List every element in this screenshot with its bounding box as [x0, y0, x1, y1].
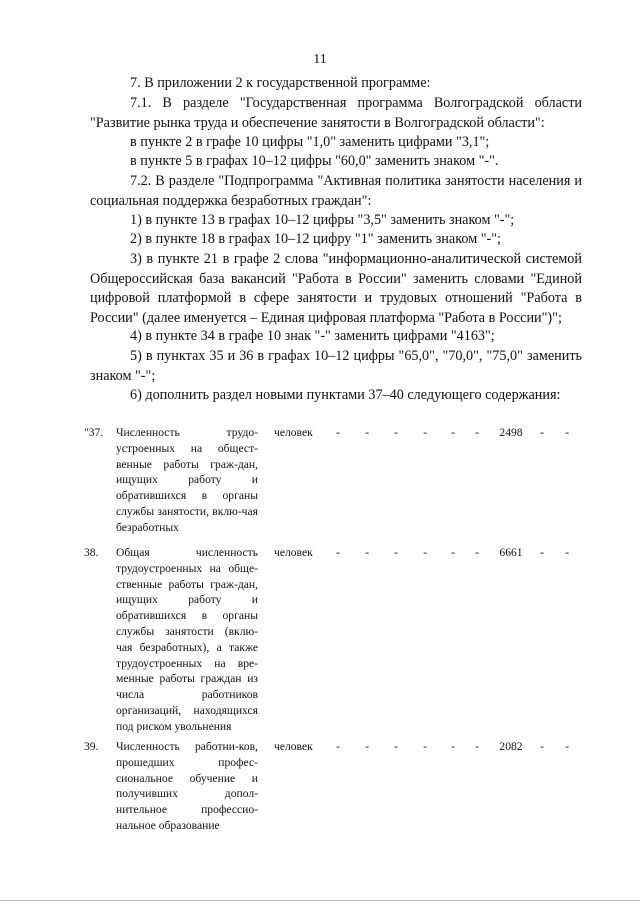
scan-edge-line	[0, 900, 640, 901]
table-cell: -	[451, 546, 455, 559]
table-cell: -	[365, 426, 369, 439]
table-cell: -	[423, 546, 427, 559]
paragraph-7-2-5: 5) в пунктах 35 и 36 в графах 10–12 цифры "65,0", "70,0", "75,0" заменить знаком "-";	[90, 348, 582, 384]
indicator-name: Численность работни-ков, прошедших профес-сиональное обучение и получивших допол-нительное профессио-нальное образование	[116, 740, 258, 832]
paragraph-7-1-b: в пункте 5 в графах 10–12 цифры "60,0" заменить знаком "-".	[130, 153, 499, 169]
row-number: 39.	[84, 740, 99, 753]
paragraph-7-2-3: 3) в пункте 21 в графе 2 слова "информационно-аналитической системой Общероссийская база вакансий "Работа в России" заменить словами "Единой цифровой платформой в сфере занятости и трудовых отношений "Работа в России" (далее именуется – Единая цифровая платформа "Работа в России")";	[90, 251, 582, 326]
table-cell: -	[394, 426, 398, 439]
page-number: 11	[313, 52, 327, 67]
table-cell: 2082	[499, 740, 523, 753]
paragraph-7-2-4: 4) в пункте 34 в графе 10 знак "-" заменить цифрами "4163";	[130, 328, 495, 344]
table-cell: -	[336, 740, 340, 753]
table-cell: -	[451, 426, 455, 439]
unit-of-measure: человек	[274, 740, 313, 753]
unit-of-measure: человек	[274, 546, 313, 559]
table-cell: -	[423, 740, 427, 753]
indicator-name: Численность трудо-устроенных на общест-венные работы граж-дан, ищущих работу и обратившихся в органы службы занятости, вклю-чая безработных	[116, 426, 258, 534]
paragraph-7-1-a: в пункте 2 в графе 10 цифры "1,0" заменить цифрами "3,1";	[130, 134, 490, 150]
paragraph-7: 7. В приложении 2 к государственной программе:	[130, 75, 431, 91]
table-cell: -	[475, 546, 479, 559]
table-cell: -	[423, 426, 427, 439]
row-number: 38.	[84, 546, 99, 559]
table-cell: -	[365, 546, 369, 559]
table-cell: -	[565, 546, 569, 559]
table-cell: 2498	[499, 426, 523, 439]
table-cell: -	[336, 546, 340, 559]
table-cell: 6661	[499, 546, 523, 559]
table-cell: -	[394, 546, 398, 559]
unit-of-measure: человек	[274, 426, 313, 439]
table-cell: -	[451, 740, 455, 753]
table-cell: -	[475, 740, 479, 753]
paragraph-7-2-2: 2) в пункте 18 в графах 10–12 цифру "1" заменить знаком "-";	[130, 231, 501, 247]
paragraph-7-2-6: 6) дополнить раздел новыми пунктами 37–40 следующего содержания:	[130, 387, 561, 403]
paragraph-7-1: 7.1. В разделе "Государственная программа Волгоградской области "Развитие рынка труда и обеспечение занятости в Волгоградской области":	[90, 95, 582, 131]
table-cell: -	[540, 426, 544, 439]
row-number: "37.	[84, 426, 104, 439]
table-cell: -	[365, 740, 369, 753]
table-cell: -	[336, 426, 340, 439]
table-cell: -	[565, 740, 569, 753]
table-cell: -	[540, 546, 544, 559]
paragraph-7-2-1: 1) в пункте 13 в графах 10–12 цифры "3,5" заменить знаком "-";	[130, 212, 515, 228]
table-cell: -	[394, 740, 398, 753]
table-cell: -	[565, 426, 569, 439]
table-cell: -	[475, 426, 479, 439]
table-cell: -	[540, 740, 544, 753]
paragraph-7-2: 7.2. В разделе "Подпрограмма "Активная политика занятости населения и социальная поддержка безработных граждан":	[90, 173, 582, 209]
indicator-name: Общая численность трудоустроенных на обще-ственные работы граж-дан, ищущих работу и обратившихся в органы службы занятости (вклю-чая безработных), а также трудоустроенных на вре-менные работы граждан из числа работников организаций, находящихся под риском увольнения	[116, 546, 258, 733]
